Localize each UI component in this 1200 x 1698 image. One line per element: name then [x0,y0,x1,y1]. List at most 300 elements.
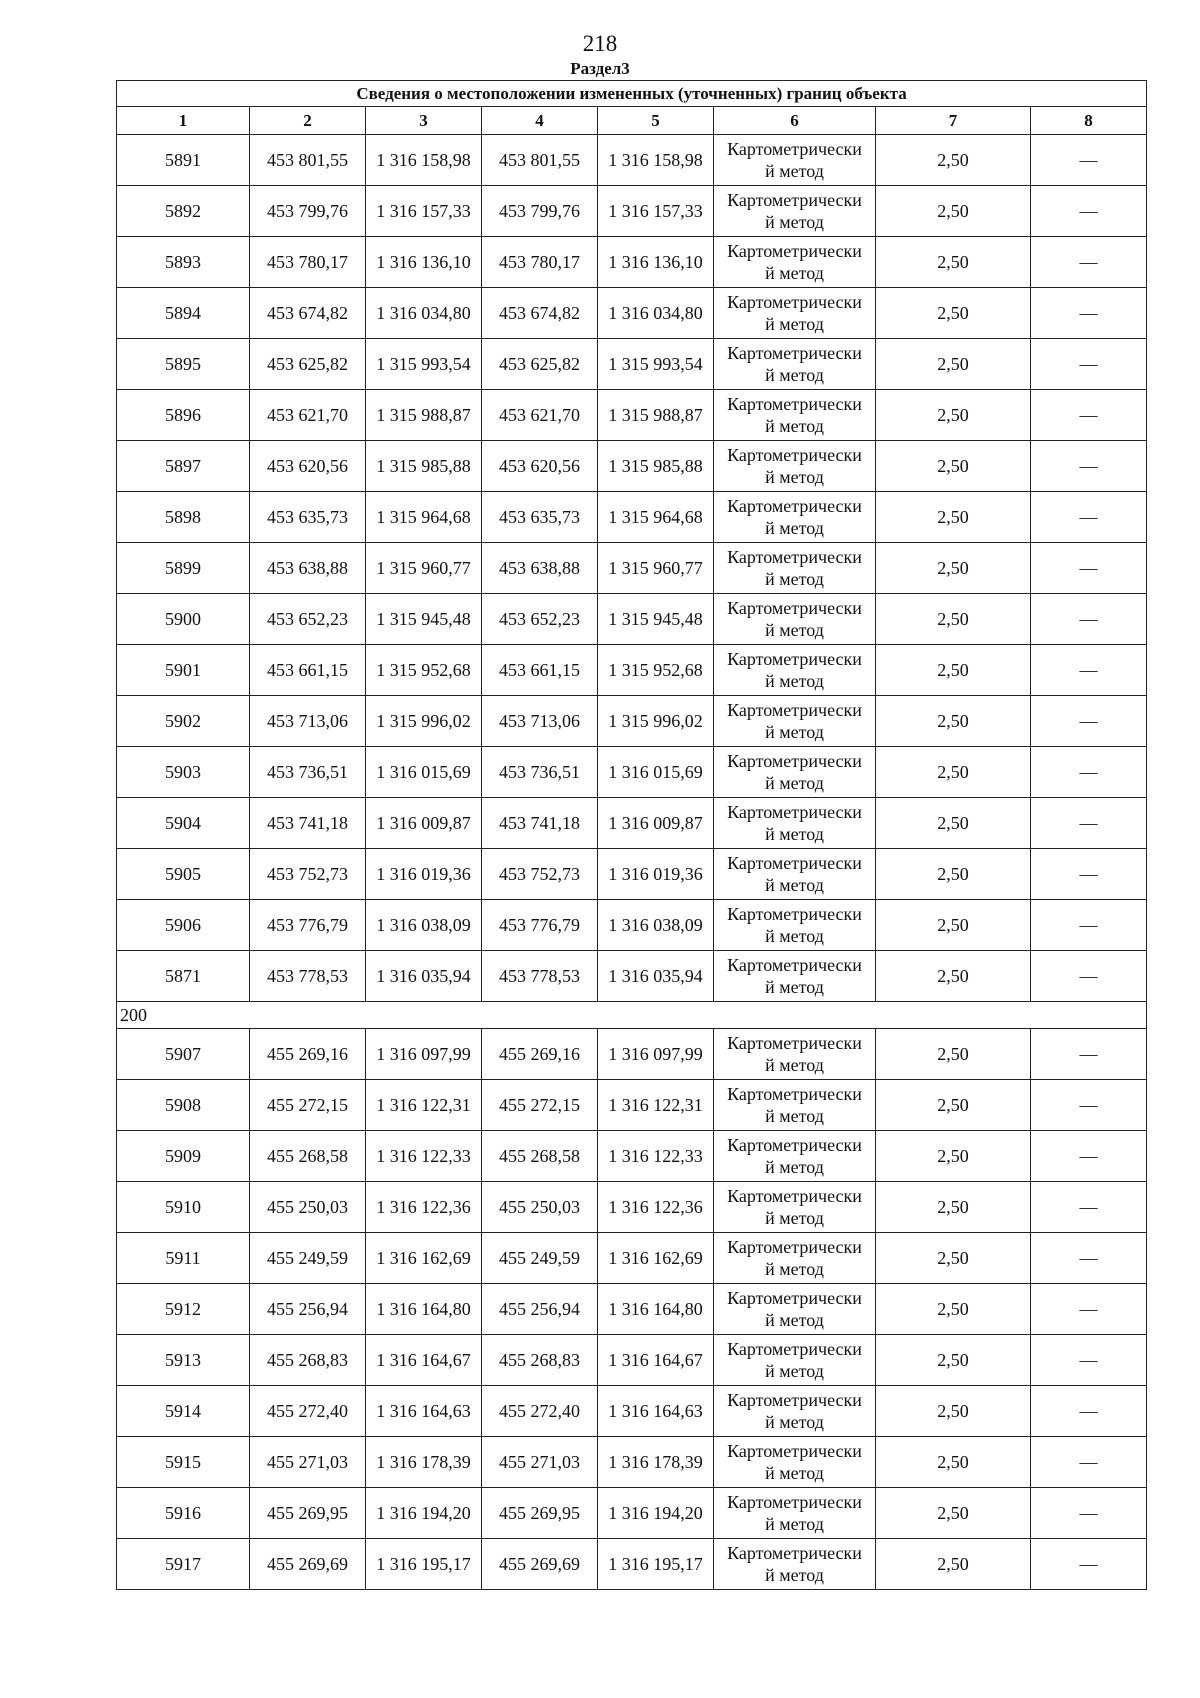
method-line-2: й метод [765,1310,824,1330]
accuracy-cell: 2,50 [876,594,1031,645]
note-cell: — [1031,186,1147,237]
table-row [117,1386,1147,1437]
y-refined-cell: 1 316 122,36 [598,1182,714,1233]
x-existing-cell: 455 268,83 [250,1335,366,1386]
x-existing-cell: 453 635,73 [250,492,366,543]
table-body [117,135,1147,1590]
x-refined-cell: 453 625,82 [482,339,598,390]
y-existing-cell: 1 315 985,88 [366,441,482,492]
table-row [117,1233,1147,1284]
x-existing-cell: 455 268,58 [250,1131,366,1182]
y-existing-cell: 1 316 038,09 [366,900,482,951]
accuracy-cell: 2,50 [876,798,1031,849]
table-row [117,1131,1147,1182]
accuracy-cell: 2,50 [876,1284,1031,1335]
y-refined-cell: 1 315 988,87 [598,390,714,441]
method-line-2: й метод [765,263,824,283]
point-number-cell: 5905 [117,849,250,900]
y-existing-cell: 1 316 035,94 [366,951,482,1002]
method-cell [714,1488,876,1539]
column-number: 6 [714,107,876,135]
method-cell [714,1539,876,1590]
method-line-1: Картометрически [727,241,862,261]
point-number-cell: 5917 [117,1539,250,1590]
x-existing-cell: 453 778,53 [250,951,366,1002]
x-existing-cell: 455 272,40 [250,1386,366,1437]
y-existing-cell: 1 315 988,87 [366,390,482,441]
method-line-2: й метод [765,212,824,232]
x-existing-cell: 453 620,56 [250,441,366,492]
y-refined-cell: 1 316 035,94 [598,951,714,1002]
method-line-1: Картометрически [727,1441,862,1461]
method-line-1: Картометрически [727,445,862,465]
y-refined-cell: 1 316 164,80 [598,1284,714,1335]
method-cell [714,645,876,696]
point-number-cell: 5906 [117,900,250,951]
accuracy-cell: 2,50 [876,1437,1031,1488]
method-cell [714,1080,876,1131]
accuracy-cell: 2,50 [876,237,1031,288]
y-existing-cell: 1 316 122,33 [366,1131,482,1182]
note-cell: — [1031,1488,1147,1539]
method-cell [714,288,876,339]
note-cell: — [1031,1386,1147,1437]
note-cell: — [1031,798,1147,849]
section-title: Раздел3 [570,59,630,78]
table-row [117,747,1147,798]
method-line-1: Картометрически [727,1237,862,1257]
x-refined-cell: 455 272,40 [482,1386,598,1437]
x-refined-cell: 453 776,79 [482,900,598,951]
y-refined-cell: 1 316 015,69 [598,747,714,798]
table-caption: Сведения о местоположении измененных (уточненных) границ объекта [117,81,1147,107]
table-row [117,288,1147,339]
table-row [117,492,1147,543]
y-refined-cell: 1 315 996,02 [598,696,714,747]
y-refined-cell: 1 315 993,54 [598,339,714,390]
point-number-cell: 5900 [117,594,250,645]
method-line-1: Картометрически [727,1339,862,1359]
note-cell: — [1031,747,1147,798]
y-existing-cell: 1 316 097,99 [366,1029,482,1080]
method-line-1: Картометрически [727,1033,862,1053]
x-existing-cell: 453 625,82 [250,339,366,390]
accuracy-cell: 2,50 [876,186,1031,237]
method-line-2: й метод [765,926,824,946]
point-number-cell: 5915 [117,1437,250,1488]
method-cell [714,1284,876,1335]
method-line-2: й метод [765,467,824,487]
accuracy-cell: 2,50 [876,135,1031,186]
method-cell [714,951,876,1002]
y-refined-cell: 1 316 019,36 [598,849,714,900]
note-cell: — [1031,1080,1147,1131]
accuracy-cell: 2,50 [876,390,1031,441]
x-existing-cell: 453 799,76 [250,186,366,237]
y-refined-cell: 1 316 034,80 [598,288,714,339]
method-cell [714,135,876,186]
method-line-2: й метод [765,1463,824,1483]
y-existing-cell: 1 316 157,33 [366,186,482,237]
note-cell: — [1031,492,1147,543]
table-caption-row [117,81,1147,107]
accuracy-cell: 2,50 [876,1182,1031,1233]
method-line-2: й метод [765,875,824,895]
accuracy-cell: 2,50 [876,1080,1031,1131]
y-refined-cell: 1 315 964,68 [598,492,714,543]
accuracy-cell: 2,50 [876,1539,1031,1590]
x-refined-cell: 455 269,16 [482,1029,598,1080]
method-line-1: Картометрически [727,1186,862,1206]
x-existing-cell: 453 621,70 [250,390,366,441]
x-refined-cell: 453 801,55 [482,135,598,186]
column-number: 4 [482,107,598,135]
note-cell: — [1031,951,1147,1002]
method-cell [714,798,876,849]
column-number-row [117,107,1147,135]
x-refined-cell: 453 638,88 [482,543,598,594]
x-existing-cell: 455 269,95 [250,1488,366,1539]
y-existing-cell: 1 315 952,68 [366,645,482,696]
y-refined-cell: 1 316 038,09 [598,900,714,951]
table-row [117,1029,1147,1080]
method-line-1: Картометрически [727,700,862,720]
method-line-1: Картометрически [727,955,862,975]
method-line-1: Картометрически [727,496,862,516]
x-refined-cell: 455 249,59 [482,1233,598,1284]
method-line-2: й метод [765,416,824,436]
method-cell [714,1029,876,1080]
method-cell [714,594,876,645]
table-row [117,951,1147,1002]
method-line-2: й метод [765,1208,824,1228]
point-number-cell: 5893 [117,237,250,288]
point-number-cell: 5904 [117,798,250,849]
note-cell: — [1031,849,1147,900]
note-cell: — [1031,1029,1147,1080]
point-number-cell: 5907 [117,1029,250,1080]
y-existing-cell: 1 315 960,77 [366,543,482,594]
note-cell: — [1031,645,1147,696]
table-row [117,1284,1147,1335]
y-existing-cell: 1 315 996,02 [366,696,482,747]
y-refined-cell: 1 316 122,31 [598,1080,714,1131]
accuracy-cell: 2,50 [876,1335,1031,1386]
table-row [117,135,1147,186]
method-line-2: й метод [765,569,824,589]
note-cell: — [1031,237,1147,288]
note-cell: — [1031,1539,1147,1590]
method-line-2: й метод [765,977,824,997]
y-refined-cell: 1 316 097,99 [598,1029,714,1080]
y-refined-cell: 1 315 945,48 [598,594,714,645]
table-row [117,1437,1147,1488]
note-cell: — [1031,1284,1147,1335]
column-number: 8 [1031,107,1147,135]
method-line-2: й метод [765,1055,824,1075]
x-refined-cell: 453 635,73 [482,492,598,543]
x-refined-cell: 455 272,15 [482,1080,598,1131]
method-line-1: Картометрически [727,1492,862,1512]
point-number-cell: 5899 [117,543,250,594]
x-refined-cell: 455 268,58 [482,1131,598,1182]
accuracy-cell: 2,50 [876,441,1031,492]
method-line-1: Картометрически [727,190,862,210]
x-refined-cell: 453 752,73 [482,849,598,900]
table-row [117,900,1147,951]
method-cell [714,237,876,288]
method-cell [714,543,876,594]
x-existing-cell: 453 713,06 [250,696,366,747]
method-line-2: й метод [765,773,824,793]
table-row [117,645,1147,696]
table-row [117,543,1147,594]
note-cell: — [1031,1182,1147,1233]
x-existing-cell: 455 249,59 [250,1233,366,1284]
method-line-2: й метод [765,824,824,844]
point-number-cell: 5911 [117,1233,250,1284]
contour-group-row [117,1002,1147,1029]
x-existing-cell: 453 652,23 [250,594,366,645]
method-line-1: Картометрически [727,139,862,159]
method-line-2: й метод [765,1514,824,1534]
y-existing-cell: 1 316 164,63 [366,1386,482,1437]
method-line-1: Картометрически [727,394,862,414]
method-line-1: Картометрически [727,343,862,363]
y-existing-cell: 1 316 019,36 [366,849,482,900]
method-cell [714,492,876,543]
x-existing-cell: 455 271,03 [250,1437,366,1488]
point-number-cell: 5897 [117,441,250,492]
column-number: 5 [598,107,714,135]
accuracy-cell: 2,50 [876,1233,1031,1284]
method-line-1: Картометрически [727,598,862,618]
point-number-cell: 5908 [117,1080,250,1131]
y-refined-cell: 1 316 164,67 [598,1335,714,1386]
y-existing-cell: 1 316 122,36 [366,1182,482,1233]
column-number: 7 [876,107,1031,135]
contour-group-label: 200 [117,1002,1147,1029]
accuracy-cell: 2,50 [876,1488,1031,1539]
method-line-1: Картометрически [727,1288,862,1308]
point-number-cell: 5894 [117,288,250,339]
note-cell: — [1031,441,1147,492]
point-number-cell: 5901 [117,645,250,696]
y-refined-cell: 1 316 136,10 [598,237,714,288]
point-number-cell: 5903 [117,747,250,798]
note-cell: — [1031,1131,1147,1182]
table-row [117,594,1147,645]
point-number-cell: 5914 [117,1386,250,1437]
x-existing-cell: 453 741,18 [250,798,366,849]
y-existing-cell: 1 316 164,80 [366,1284,482,1335]
method-line-2: й метод [765,1259,824,1279]
method-line-2: й метод [765,518,824,538]
y-existing-cell: 1 316 158,98 [366,135,482,186]
y-refined-cell: 1 316 162,69 [598,1233,714,1284]
x-existing-cell: 455 250,03 [250,1182,366,1233]
table-row [117,1335,1147,1386]
note-cell: — [1031,135,1147,186]
accuracy-cell: 2,50 [876,951,1031,1002]
table-row [117,1080,1147,1131]
x-refined-cell: 455 269,69 [482,1539,598,1590]
method-line-2: й метод [765,161,824,181]
point-number-cell: 5891 [117,135,250,186]
x-refined-cell: 455 250,03 [482,1182,598,1233]
method-line-1: Картометрически [727,292,862,312]
point-number-cell: 5912 [117,1284,250,1335]
x-refined-cell: 455 269,95 [482,1488,598,1539]
point-number-cell: 5909 [117,1131,250,1182]
y-refined-cell: 1 315 952,68 [598,645,714,696]
accuracy-cell: 2,50 [876,645,1031,696]
point-number-cell: 5892 [117,186,250,237]
table-row [117,1182,1147,1233]
x-existing-cell: 455 256,94 [250,1284,366,1335]
point-number-cell: 5910 [117,1182,250,1233]
point-number-cell: 5913 [117,1335,250,1386]
point-number-cell: 5898 [117,492,250,543]
page-number: 218 [582,31,618,56]
x-refined-cell: 453 620,56 [482,441,598,492]
method-line-1: Картометрически [727,1084,862,1104]
y-existing-cell: 1 316 015,69 [366,747,482,798]
x-refined-cell: 453 799,76 [482,186,598,237]
table-row [117,390,1147,441]
y-refined-cell: 1 316 164,63 [598,1386,714,1437]
x-refined-cell: 453 778,53 [482,951,598,1002]
method-line-1: Картометрически [727,802,862,822]
note-cell: — [1031,288,1147,339]
method-cell [714,1335,876,1386]
method-line-1: Картометрически [727,649,862,669]
note-cell: — [1031,543,1147,594]
x-existing-cell: 453 736,51 [250,747,366,798]
x-refined-cell: 453 780,17 [482,237,598,288]
y-existing-cell: 1 315 945,48 [366,594,482,645]
method-cell [714,1386,876,1437]
method-line-2: й метод [765,1361,824,1381]
accuracy-cell: 2,50 [876,849,1031,900]
x-refined-cell: 455 271,03 [482,1437,598,1488]
note-cell: — [1031,1335,1147,1386]
y-existing-cell: 1 316 178,39 [366,1437,482,1488]
method-cell [714,747,876,798]
y-existing-cell: 1 316 164,67 [366,1335,482,1386]
method-line-2: й метод [765,314,824,334]
accuracy-cell: 2,50 [876,339,1031,390]
method-cell [714,1131,876,1182]
y-existing-cell: 1 316 136,10 [366,237,482,288]
x-refined-cell: 453 674,82 [482,288,598,339]
y-refined-cell: 1 315 960,77 [598,543,714,594]
method-line-2: й метод [765,1157,824,1177]
x-existing-cell: 453 801,55 [250,135,366,186]
table-row [117,186,1147,237]
x-existing-cell: 453 752,73 [250,849,366,900]
accuracy-cell: 2,50 [876,288,1031,339]
method-line-1: Картометрически [727,1135,862,1155]
note-cell: — [1031,1233,1147,1284]
method-cell [714,339,876,390]
y-existing-cell: 1 316 195,17 [366,1539,482,1590]
table-row [117,1539,1147,1590]
y-refined-cell: 1 316 195,17 [598,1539,714,1590]
point-number-cell: 5896 [117,390,250,441]
x-existing-cell: 453 638,88 [250,543,366,594]
method-line-1: Картометрически [727,1543,862,1563]
accuracy-cell: 2,50 [876,1029,1031,1080]
x-existing-cell: 453 674,82 [250,288,366,339]
table-row [117,798,1147,849]
y-refined-cell: 1 316 194,20 [598,1488,714,1539]
table-row [117,441,1147,492]
x-refined-cell: 453 652,23 [482,594,598,645]
method-line-2: й метод [765,1106,824,1126]
x-refined-cell: 453 713,06 [482,696,598,747]
point-number-cell: 5902 [117,696,250,747]
y-refined-cell: 1 316 009,87 [598,798,714,849]
method-cell [714,900,876,951]
method-cell [714,696,876,747]
method-line-2: й метод [765,722,824,742]
method-line-1: Картометрически [727,853,862,873]
point-number-cell: 5895 [117,339,250,390]
method-cell [714,390,876,441]
method-line-2: й метод [765,1565,824,1585]
point-number-cell: 5871 [117,951,250,1002]
method-line-1: Картометрически [727,751,862,771]
column-number: 3 [366,107,482,135]
table-row [117,696,1147,747]
accuracy-cell: 2,50 [876,747,1031,798]
y-existing-cell: 1 315 993,54 [366,339,482,390]
method-line-2: й метод [765,1412,824,1432]
note-cell: — [1031,390,1147,441]
table-row [117,849,1147,900]
y-refined-cell: 1 316 157,33 [598,186,714,237]
method-line-1: Картометрически [727,1390,862,1410]
y-existing-cell: 1 316 194,20 [366,1488,482,1539]
point-number-cell: 5916 [117,1488,250,1539]
x-existing-cell: 455 272,15 [250,1080,366,1131]
method-cell [714,186,876,237]
note-cell: — [1031,1437,1147,1488]
x-refined-cell: 455 256,94 [482,1284,598,1335]
column-number: 1 [117,107,250,135]
method-line-2: й метод [765,365,824,385]
method-cell [714,1233,876,1284]
accuracy-cell: 2,50 [876,696,1031,747]
note-cell: — [1031,696,1147,747]
method-line-2: й метод [765,620,824,640]
x-refined-cell: 453 736,51 [482,747,598,798]
x-existing-cell: 453 661,15 [250,645,366,696]
y-existing-cell: 1 315 964,68 [366,492,482,543]
x-refined-cell: 455 268,83 [482,1335,598,1386]
coordinates-table [116,80,1147,1590]
method-cell [714,441,876,492]
method-line-2: й метод [765,671,824,691]
note-cell: — [1031,339,1147,390]
table-row [117,1488,1147,1539]
method-cell [714,1437,876,1488]
y-refined-cell: 1 315 985,88 [598,441,714,492]
x-refined-cell: 453 621,70 [482,390,598,441]
table-row [117,339,1147,390]
note-cell: — [1031,594,1147,645]
